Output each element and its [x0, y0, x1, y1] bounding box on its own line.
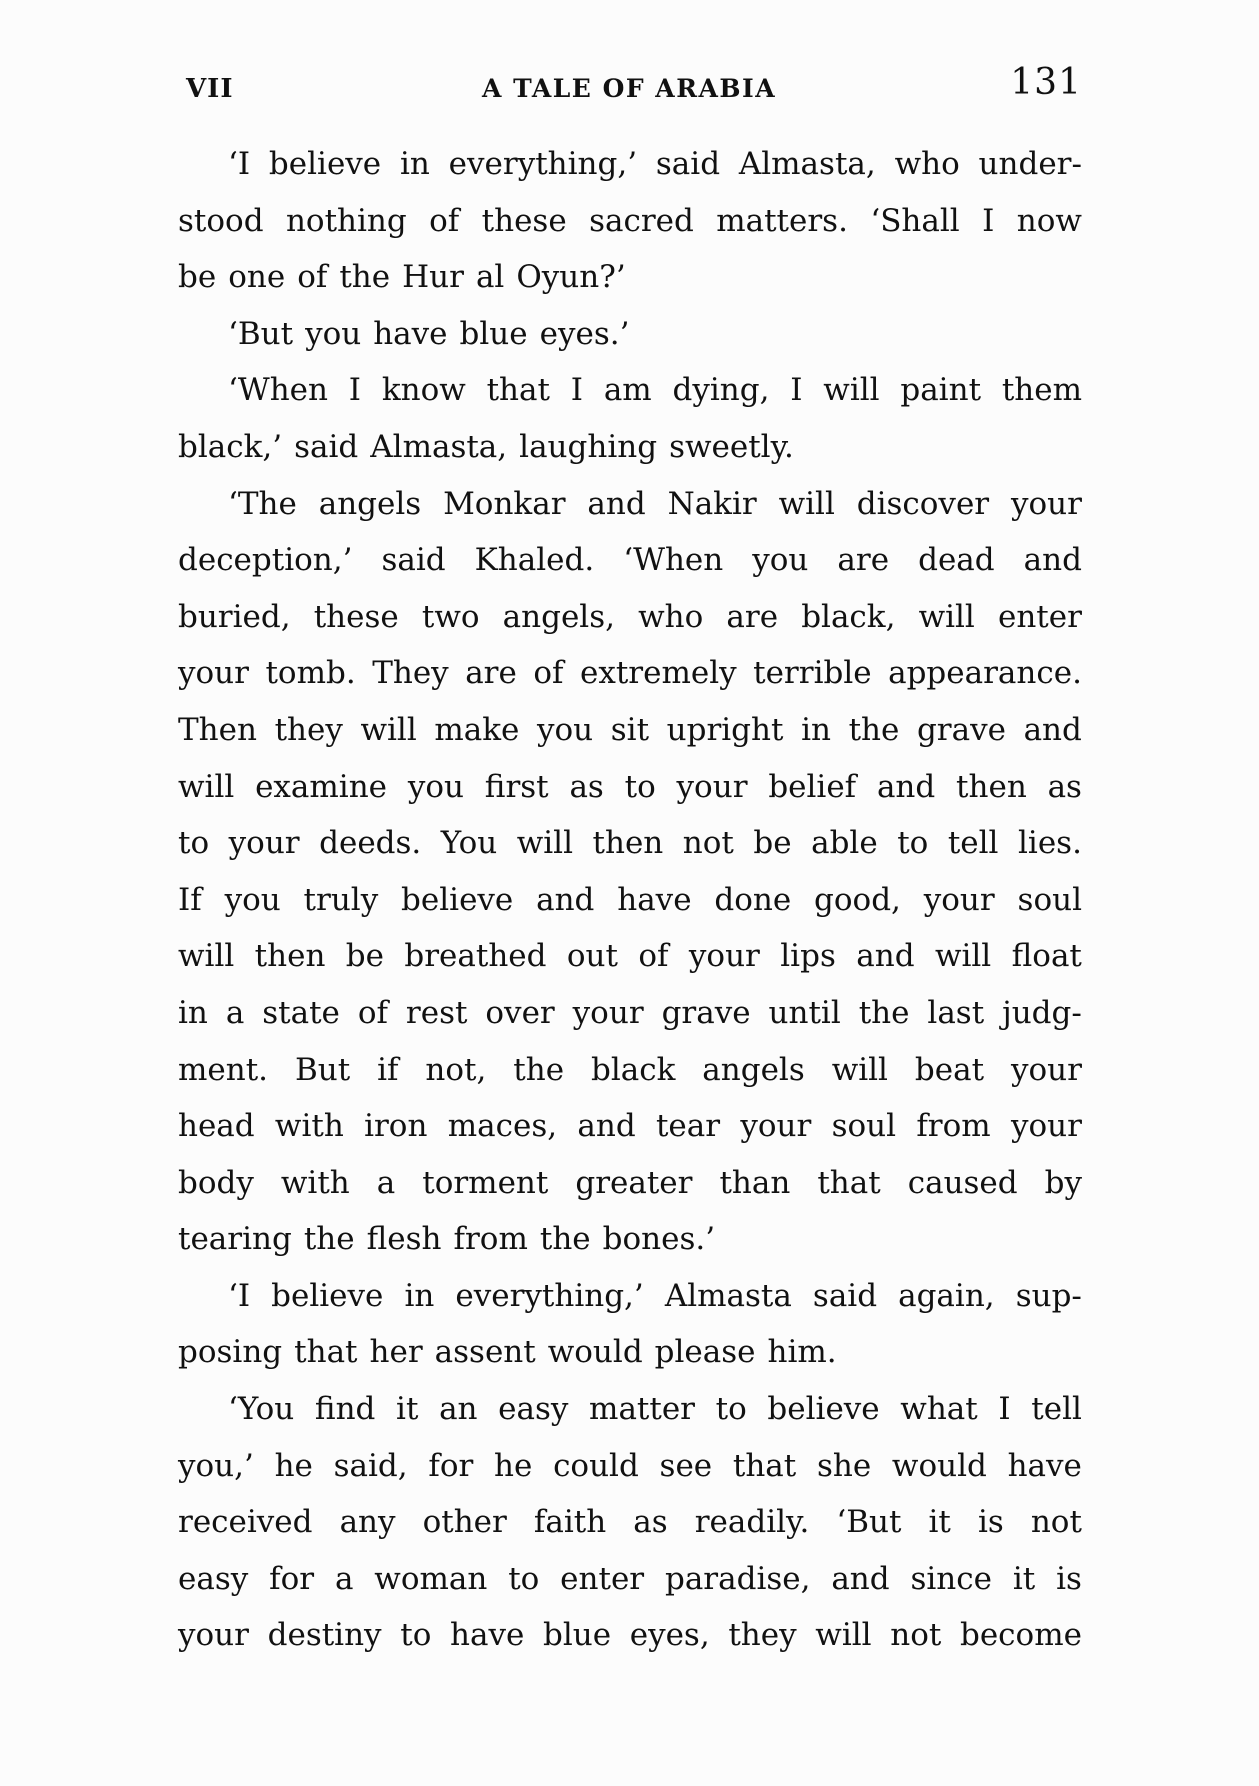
running-title: A TALE OF ARABIA — [482, 74, 777, 103]
text-line: black,’ said Almasta, laughing sweetly. — [178, 428, 794, 465]
text-line: be one of the Hur al Oyun?’ — [178, 259, 626, 296]
text-line: ‘I believe in everything,’ Almasta said again, sup- — [228, 1277, 1082, 1314]
text-line: If you truly believe and have done good, your soul — [178, 881, 1082, 918]
text-line: ‘When I know that I am dying, I will paint them — [228, 372, 1082, 409]
text-line: stood nothing of these sacred matters. ‘Shall I now — [178, 202, 1082, 239]
text-line: Then they will make you sit upright in the grave and — [178, 711, 1082, 748]
text-line: will then be breathed out of your lips and will float — [178, 938, 1082, 975]
text-line: easy for a woman to enter paradise, and since it is — [178, 1560, 1082, 1597]
text-line: head with iron maces, and tear your soul from your — [178, 1108, 1082, 1145]
chapter-number: VII — [186, 74, 234, 104]
text-line: ‘You find it an easy matter to believe what I tell — [228, 1391, 1082, 1428]
text-line: received any other faith as readily. ‘But it is not — [178, 1504, 1082, 1541]
text-line: will examine you first as to your belief and then as — [178, 768, 1082, 805]
text-line: ‘The angels Monkar and Nakir will discover your — [228, 485, 1082, 522]
text-line: to your deeds. You will then not be able to tell lies. — [178, 825, 1082, 862]
text-line: in a state of rest over your grave until the last judg- — [178, 994, 1082, 1031]
text-line: posing that her assent would please him. — [178, 1334, 837, 1371]
page-number: 131 — [1010, 62, 1082, 103]
text-line: deception,’ said Khaled. ‘When you are dead and — [178, 542, 1082, 579]
text-line: ‘I believe in everything,’ said Almasta, who under- — [228, 146, 1082, 182]
text-line: ‘But you have blue eyes.’ — [228, 315, 630, 352]
text-line: ment. But if not, the black angels will beat your — [178, 1051, 1082, 1088]
text-line: your destiny to have blue eyes, they will not become — [178, 1617, 1082, 1654]
text-line: you,’ he said, for he could see that she would have — [178, 1447, 1082, 1484]
text-line: body with a torment greater than that caused by — [178, 1164, 1082, 1201]
body-text — [178, 136, 1082, 1664]
running-head — [182, 62, 1082, 122]
text-line: buried, these two angels, who are black, will enter — [178, 598, 1082, 635]
text-line: tearing the flesh from the bones.’ — [178, 1221, 716, 1258]
text-line: your tomb. They are of extremely terrible appearance. — [178, 655, 1082, 692]
